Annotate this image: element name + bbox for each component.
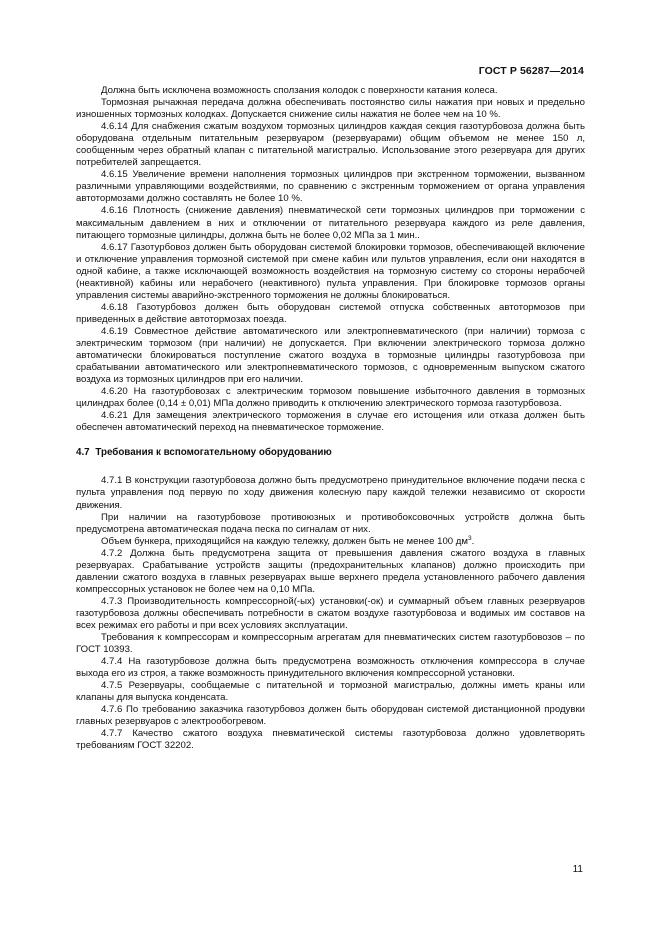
paragraph: 4.7.6 По требованию заказчика газотурбовоз должен быть оборудован системой дистанционной продувки главных резервуаров с электрообогревом. [76, 704, 585, 728]
paragraph: 4.6.18 Газотурбовоз должен быть оборудован системой отпуска собственных автотормозов при приведенных в действие автотормозах поезда. [76, 301, 585, 325]
paragraph: 4.6.19 Совместное действие автоматического или электропневматического (при наличии) тормоза с электрическим тормозом (при наличии) не допускается. При включении электрического тормоза должно автоматически блокироваться поступление сжатого воздуха в тормозные цилиндры газотурбовоза при срабатывании автоматического или электропневматического тормозов, с одновременным выпуском сжатого воздуха из тормозных цилиндров при его наличии. [76, 325, 585, 386]
page-number: 11 [572, 864, 583, 875]
paragraph: 4.6.16 Плотность (снижение давления) пневматической сети тормозных цилиндров при торможении с максимальным давлением в них и отключении от питательного резервуара каждого из реле давления, питающего тормозные цилиндры, должна быть не более 0,02 МПа за 1 мин.. [76, 205, 585, 241]
paragraph-group-4-7-b [76, 548, 585, 753]
paragraph-group-4-7-a [76, 475, 585, 535]
document-id-header: ГОСТ Р 56287—2014 [478, 65, 584, 77]
paragraph: 4.7.1 В конструкции газотурбовоза должно быть предусмотрено принудительное включение подачи песка с пульта управления под первую по ходу движения колесную пару каждой тележки независимо от скорости движения. [76, 475, 585, 511]
paragraph: При наличии на газотурбовозе противоюзных и противобоксовочных устройств должна быть предусмотрена автоматическая подача песка по сигналам от них. [76, 511, 585, 535]
paragraph: Тормозная рычажная передача должна обеспечивать постоянство силы нажатия при новых и предельно изношенных тормозных колодках. Допускается снижение силы нажатия не более чем на 10 %. [76, 97, 585, 121]
paragraph-bunker-volume [76, 536, 585, 548]
paragraph: 4.6.17 Газотурбовоз должен быть оборудован системой блокировки тормозов, обеспечивающей включение и отключение управления тормозной системой при смене кабин или пультов управления, если они находятся в одной кабине, а также исключающей возможность воздействия на тормозную систему со стороны нерабочей (неактивной) кабины или нерабочего (неактивного) пульта управления. При блокировке тормозов органы управления системы аварийно-экстренного торможения не должны блокироваться. [76, 241, 585, 301]
paragraph: Должна быть исключена возможность сползания колодок с поверхности катания колеса. [101, 85, 498, 96]
bunker-unit-exponent: 3 [467, 534, 472, 542]
paragraph: 4.7.3 Производительность компрессорной(-ых) установки(-ок) и суммарный объем главных резервуаров газотурбовоза должны обеспечивать потребности в сжатом воздухе газотурбовоза и водимых им составов на всех режимах его работы и при всех условиях эксплуатации. [76, 595, 585, 631]
paragraph: 4.7.2 Должна быть предусмотрена защита от превышения давления сжатого воздуха в главных резервуарах. Срабатывание устройств защиты (предохранительных клапанов) должно происходить при давлении сжатого воздуха в главных резервуарах выше верхнего предела установленного рабочего давления компрессорных установок не более чем на 0,10 МПа. [76, 547, 585, 595]
paragraph-group-4-6 [76, 85, 585, 434]
section-heading [76, 447, 585, 459]
paragraph: 4.7.5 Резервуары, сообщаемые с питательной и тормозной магистралью, должны иметь краны или клапаны для выпуска конденсата. [76, 680, 585, 704]
section-title: Требования к вспомогательному оборудованию [95, 447, 332, 459]
bunker-text: Объем бункера, приходящийся на каждую тележку, должен быть не менее 100 дм [101, 535, 468, 547]
paragraph: 4.6.15 Увеличение времени наполнения тормозных цилиндров при экстренном торможении, вызванном различными управляющими воздействиями, по сравнению с экстренным торможением от органа управления автотормозами должно составлять не более 10 %. [76, 169, 585, 205]
document-body [76, 85, 585, 752]
paragraph: 4.7.4 На газотурбовозе должна быть предусмотрена возможность отключения компрессора в случае выхода его из строя, а также возможность принудительного включения компрессорной установки. [76, 656, 585, 680]
paragraph: 4.7.7 Качество сжатого воздуха пневматической системы газотурбовоза должно удовлетворять требованиям ГОСТ 32202. [76, 728, 585, 752]
section-number: 4.7 [76, 447, 90, 459]
paragraph: Требования к компрессорам и компрессорным агрегатам для пневматических систем газотурбовозов – по ГОСТ 10393. [76, 632, 585, 656]
paragraph: 4.6.21 Для замещения электрического торможения в случае его истощения или отказа должен быть обеспечен автоматический переход на пневматическое торможение. [76, 410, 585, 434]
bunker-end: . [471, 535, 475, 547]
paragraph: 4.6.20 На газотурбовозах с электрическим тормозом повышение избыточного давления в тормозных цилиндрах более (0,14 ± 0,01) МПа должно приводить к отключению электрического тормоза газотурбовоза. [76, 386, 585, 410]
paragraph: 4.6.14 Для снабжения сжатым воздухом тормозных цилиндров каждая секция газотурбовоза должна быть оборудована отдельным питательным резервуаром (резервуарами) общим объемом не менее 150 л, сообщенным через обратный клапан с питательной магистралью. Использование этого резервуара для других потребителей запрещается. [76, 121, 585, 169]
